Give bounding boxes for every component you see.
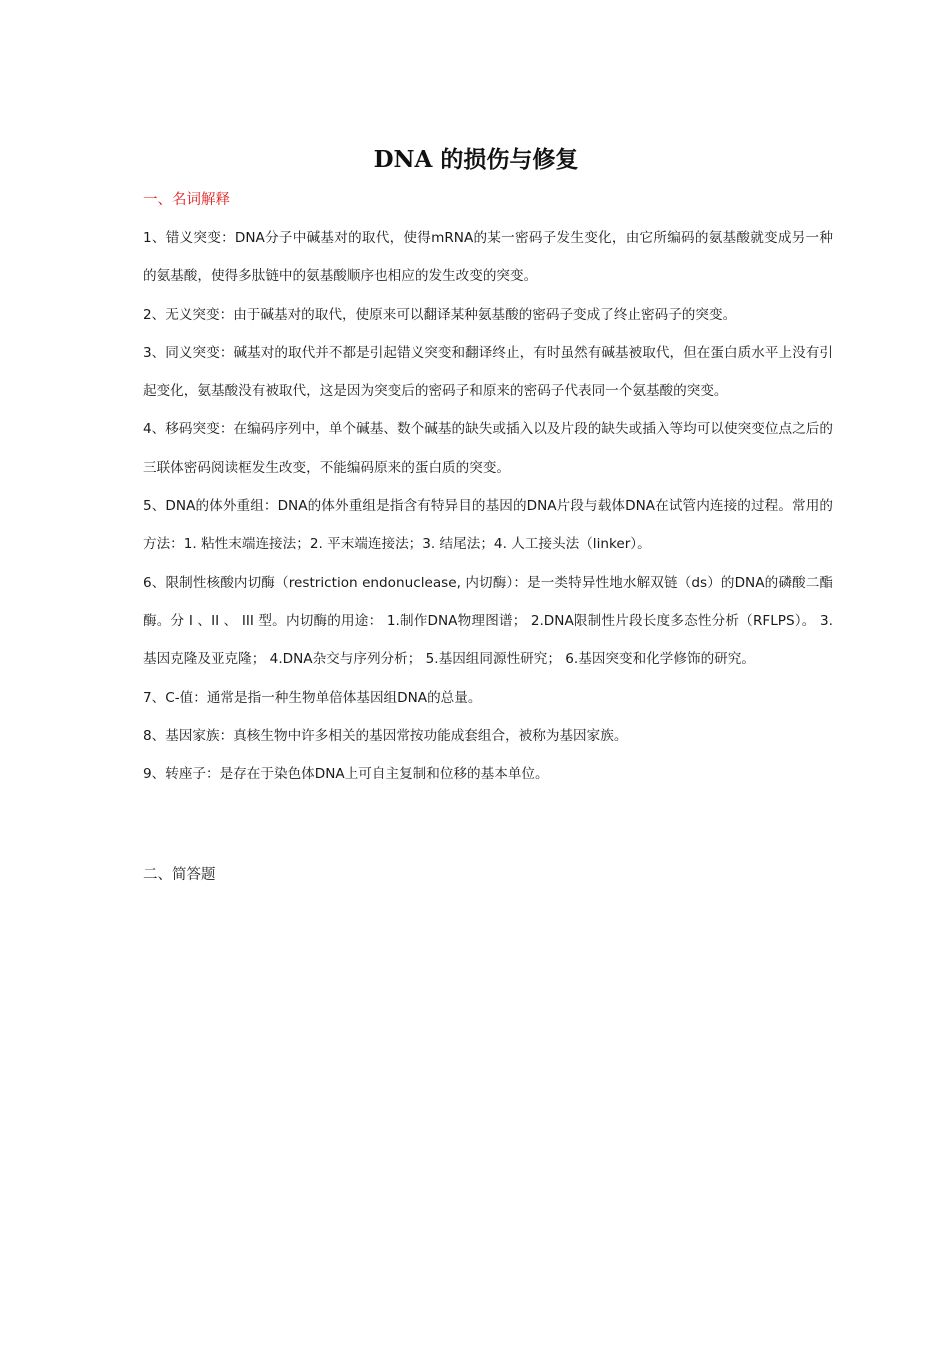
definition-item: 1、错义突变：DNA分子中碱基对的取代，使得mRNA的某一密码子发生变化，由它所编码的氨基酸就变成另一种的氨基酸，使得多肽链中的氨基酸顺序也相应的发生改变的突变。: [143, 230, 833, 285]
document-title: DNA 的损伤与修复: [373, 146, 579, 173]
definition-list: [143, 219, 833, 793]
definition-item: 5、DNA的体外重组：DNA的体外重组是指含有特异目的基因的DNA片段与载体DNA在试管内连接的过程。常用的方法：1. 粘性末端连接法；2. 平末端连接法；3. 结尾法；4. 人工接头法（linker）。: [143, 498, 833, 553]
section-heading-short-answer: 二、简答题: [143, 867, 216, 883]
definition-item: 7、C-值：通常是指一种生物单倍体基因组DNA的总量。: [143, 689, 482, 706]
section-heading-glossary: 一、名词解释: [143, 192, 230, 208]
definition-item: 6、限制性核酸内切酶（restriction endonuclease, 内切酶）：是一类特异性地水解双链（ds）的DNA的磷酸二酯酶。分 I 、II 、 III 型。内切酶的用途： 1.制作DNA物理图谱； 2.DNA限制性片段长度多态性分析（RFLPS）。 3.基因克隆及亚克隆； 4.DNA杂交与序列分析； 5.基因组同源性研究； 6.基因突变和化学修饰的研究。: [143, 574, 833, 668]
definition-item: 3、同义突变：碱基对的取代并不都是引起错义突变和翻译终止，有时虽然有碱基被取代，但在蛋白质水平上没有引起变化，氨基酸没有被取代，这是因为突变后的密码子和原来的密码子代表同一个氨基酸的突变。: [143, 344, 833, 400]
definition-item: 9、转座子：是存在于染色体DNA上可自主复制和位移的基本单位。: [143, 766, 549, 783]
definition-item: 4、移码突变：在编码序列中，单个碱基、数个碱基的缺失或插入以及片段的缺失或插入等均可以使突变位点之后的三联体密码阅读框发生改变，不能编码原来的蛋白质的突变。: [143, 421, 833, 476]
definition-item: 2、无义突变：由于碱基对的取代，使原来可以翻译某种氨基酸的密码子变成了终止密码子的突变。: [143, 306, 737, 323]
definition-item: 8、基因家族：真核生物中许多相关的基因常按功能成套组合，被称为基因家族。: [143, 727, 628, 744]
